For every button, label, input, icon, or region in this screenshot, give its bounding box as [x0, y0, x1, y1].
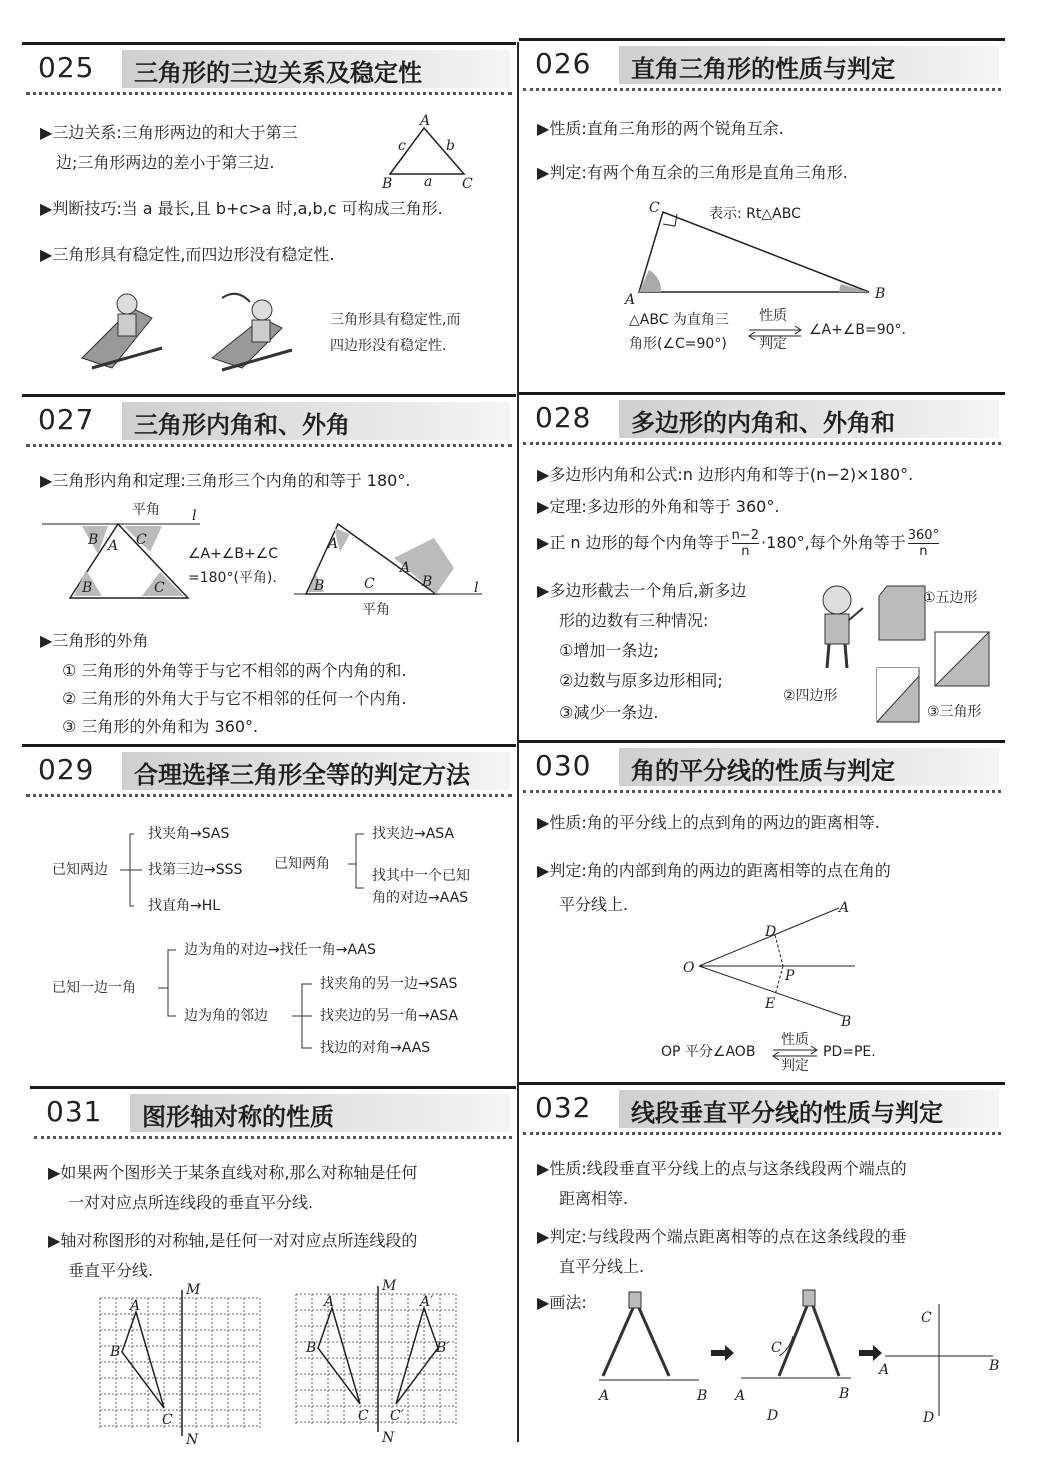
svg-text:B: B [841, 1014, 852, 1030]
svg-text:D: D [765, 924, 777, 940]
flat-angle-label: 平角 [362, 602, 390, 618]
svg-text:A: A [839, 900, 850, 916]
svg-text:B: B [306, 1340, 317, 1356]
angle-sum-figure-1 [42, 504, 202, 604]
tree-branch: 找边的对角→AAS [320, 1040, 431, 1056]
section-025 [22, 42, 516, 392]
equation-text: ∠A+∠B+∠C [188, 546, 279, 562]
section-030 [519, 740, 1005, 1084]
note-text: 三角形具有稳定性,而 [330, 312, 461, 328]
tree-branch: 边为角的对边→找任一角→AAS [184, 942, 376, 958]
tree-branch: 找其中一个已知 [372, 868, 470, 884]
svg-text:D: D [767, 1408, 779, 1424]
svg-text:A: A [324, 1294, 335, 1310]
svg-text:C′: C′ [390, 1408, 404, 1424]
note-text: 四边形没有稳定性. [330, 338, 447, 354]
tree-branch: 找夹角→SAS [148, 826, 230, 842]
svg-text:C: C [462, 176, 473, 192]
dotted-divider [523, 442, 1001, 445]
section-title: 合理选择三角形全等的判定方法 [134, 761, 470, 789]
dotted-divider [26, 444, 512, 447]
section-title: 三角形的三边关系及稳定性 [134, 59, 422, 87]
section-number: 028 [535, 401, 592, 434]
bullet-text: ▶三角形的外角 [40, 631, 149, 650]
equation-text: =180°(平角). [188, 570, 277, 586]
bullet-text: ▶判定:角的内部到角的两边的距离相等的点在角的 [537, 861, 891, 880]
svg-text:l: l [474, 580, 479, 596]
section-header [22, 394, 516, 447]
list-item: ①增加一条边; [559, 641, 659, 660]
svg-text:N: N [382, 1430, 395, 1446]
svg-text:B: B [697, 1388, 708, 1404]
svg-text:N: N [186, 1432, 199, 1448]
svg-text:C: C [162, 1412, 173, 1428]
figure-label: ③三角形 [927, 704, 982, 720]
dotted-divider [34, 1136, 512, 1139]
dotted-divider [523, 790, 1001, 793]
tree-root: 已知一边一角 [52, 980, 136, 996]
bullet-text: ▶性质:线段垂直平分线上的点与这条线段两个端点的 [537, 1159, 907, 1178]
dotted-divider [523, 88, 1001, 91]
property-label: 性质 [759, 308, 787, 324]
section-title: 三角形内角和、外角 [134, 411, 350, 439]
svg-text:D: D [923, 1410, 935, 1426]
bullet-text-cont: 距离相等. [559, 1189, 629, 1208]
triangle-abc-figure [382, 113, 482, 192]
section-header [519, 392, 1005, 445]
bullet-text: ▶三边关系:三角形两边的和大于第三 [40, 123, 298, 142]
bullet-text: ▶正 n 边形的每个内角等于 $\frac{n-2}{n}$ ·180°,每个外角等于 $\frac{360^\circ}{n}$ [537, 528, 940, 559]
section-header [22, 42, 516, 95]
bullet-text-cont: 直平分线上. [559, 1257, 645, 1276]
svg-text:A: A [400, 560, 411, 576]
section-027 [22, 394, 516, 744]
section-title: 多边形的内角和、外角和 [631, 409, 895, 437]
svg-text:C: C [154, 580, 165, 596]
judge-label: 判定 [781, 1058, 809, 1074]
section-title: 图形轴对称的性质 [142, 1103, 334, 1131]
bullet-text: ▶多边形截去一个角后,新多边 [537, 581, 747, 600]
tree-branch: 找夹角的另一边→SAS [320, 976, 458, 992]
formula-text: PD=PE. [823, 1044, 876, 1060]
bullet-text: ▶判断技巧:当 a 最长,且 b+c>a 时,a,b,c 可构成三角形. [40, 199, 443, 218]
svg-text:C: C [136, 532, 147, 548]
fraction: $\frac{n-2}{n}$ [731, 528, 760, 559]
bullet-text: ▶三角形具有稳定性,而四边形没有稳定性. [40, 245, 335, 264]
svg-text:C: C [364, 576, 375, 592]
svg-text:b: b [446, 138, 455, 154]
angle-bisector-figure [679, 898, 879, 1030]
boy-with-scissors-illustration [809, 582, 869, 672]
svg-text:A: A [625, 292, 636, 308]
svg-text:B: B [875, 286, 886, 302]
section-header [519, 38, 1005, 91]
svg-text:B: B [314, 578, 325, 594]
formula-text: 角形(∠C=90°) [629, 336, 727, 352]
svg-text:M: M [186, 1282, 201, 1298]
dotted-divider [523, 1132, 1001, 1135]
svg-text:B: B [382, 176, 393, 192]
section-title: 线段垂直平分线的性质与判定 [631, 1099, 943, 1127]
svg-text:A′: A′ [420, 1294, 434, 1310]
section-title: 直角三角形的性质与判定 [631, 55, 895, 83]
svg-text:A: A [108, 538, 119, 554]
section-028 [519, 392, 1005, 742]
formula-text: OP 平分∠AOB [661, 1044, 756, 1060]
svg-text:M: M [382, 1278, 397, 1294]
svg-text:B′: B′ [436, 1340, 450, 1356]
svg-text:O: O [683, 960, 695, 976]
section-number: 030 [535, 749, 592, 782]
bullet-text-cont: 一对对应点所连线段的垂直平分线. [68, 1193, 314, 1212]
judge-label: 判定 [759, 336, 787, 352]
formula-text: ∠A+∠B=90°. [809, 322, 907, 338]
list-item: ③ 三角形的外角和为 360°. [62, 717, 259, 736]
svg-text:B: B [989, 1358, 1000, 1374]
angle-sum-figure-2 [294, 518, 484, 608]
svg-text:C: C [771, 1340, 782, 1356]
bullet-text-cont: 垂直平分线. [68, 1261, 154, 1280]
svg-text:E: E [765, 996, 776, 1012]
symmetry-grid-figure-2 [296, 1278, 466, 1446]
bullet-text: ▶轴对称图形的对称轴,是任何一对对应点所连线段的 [48, 1231, 418, 1250]
list-item: ② 三角形的外角大于与它不相邻的任何一个内角. [62, 689, 407, 708]
svg-text:P: P [785, 968, 795, 984]
section-029 [22, 744, 516, 1084]
tree-root: 已知两边 [52, 862, 108, 878]
section-number: 029 [38, 753, 95, 786]
figure-label: ②四边形 [783, 688, 838, 704]
svg-text:C: C [358, 1408, 369, 1424]
svg-text:C: C [921, 1310, 932, 1326]
fraction: $\frac{360^\circ}{n}$ [907, 528, 940, 559]
svg-text:B: B [839, 1386, 850, 1402]
svg-text:A: A [130, 1298, 141, 1314]
list-item: ③减少一条边. [559, 703, 659, 722]
svg-text:B: B [422, 574, 433, 590]
section-026 [519, 38, 1005, 392]
beach-chair-illustration [72, 288, 322, 378]
svg-text:A: A [420, 113, 431, 129]
svg-text:B: B [110, 1344, 121, 1360]
section-header [519, 740, 1005, 793]
figure-label: ①五边形 [923, 590, 978, 606]
section-number: 026 [535, 47, 592, 80]
tree-branch: 找第三边→SSS [148, 862, 243, 878]
section-032 [519, 1082, 1005, 1456]
tree-branch: 找直角→HL [148, 898, 221, 914]
svg-text:B: B [88, 532, 99, 548]
tree-branch: 边为角的邻边 [184, 1008, 268, 1024]
bullet-text: ▶判定:与线段两个端点距离相等的点在这条线段的垂 [537, 1227, 907, 1246]
tree-branch: 找夹边的另一角→ASA [320, 1008, 459, 1024]
svg-text:A: A [735, 1388, 746, 1404]
svg-text:c: c [398, 138, 406, 154]
section-header [30, 1086, 516, 1139]
bullet-text: ▶判定:有两个角互余的三角形是直角三角形. [537, 163, 848, 182]
svg-text:B: B [82, 580, 93, 596]
congruence-tree-lines [22, 744, 516, 1084]
property-label: 性质 [781, 1032, 809, 1048]
svg-text:A: A [879, 1362, 890, 1378]
section-title: 角的平分线的性质与判定 [631, 757, 895, 785]
bullet-text-cont: 边;三角形两边的差小于第三边. [56, 153, 275, 172]
compass-construction-figure [589, 1282, 999, 1432]
bullet-text: ▶多边形内角和公式:n 边形内角和等于(n−2)×180°. [537, 465, 914, 484]
bullet-text: ▶定理:多边形的外角和等于 360°. [537, 497, 780, 516]
section-number: 031 [46, 1095, 103, 1128]
tree-root: 已知两角 [274, 856, 330, 872]
bullet-text: ▶三角形内角和定理:三角形三个内角的和等于 180°. [40, 471, 411, 490]
section-number: 032 [535, 1091, 592, 1124]
formula-text: △ABC 为直角三 [629, 312, 729, 328]
tree-branch: 角的对边→AAS [372, 890, 469, 906]
bullet-text: ▶画法: [537, 1293, 587, 1312]
bullet-text: ▶如果两个图形关于某条直线对称,那么对称轴是任何 [48, 1163, 418, 1182]
svg-text:A: A [328, 536, 339, 552]
section-header [519, 1082, 1005, 1135]
dotted-divider [26, 92, 512, 95]
section-031 [30, 1086, 516, 1456]
list-item: ②边数与原多边形相同; [559, 671, 723, 690]
section-number: 025 [38, 51, 95, 84]
svg-text:A: A [599, 1388, 610, 1404]
svg-text:C: C [649, 200, 660, 216]
list-text: 形的边数有三种情况: [559, 611, 709, 630]
flat-angle-label: 平角 [132, 502, 160, 518]
bullet-text: ▶性质:直角三角形的两个锐角互余. [537, 119, 784, 138]
bullet-text-cont: 平分线上. [559, 895, 629, 914]
tree-branch: 找夹边→ASA [372, 826, 455, 842]
section-number: 027 [38, 403, 95, 436]
svg-text:l: l [192, 508, 197, 524]
bullet-text: ▶性质:角的平分线上的点到角的两边的距离相等. [537, 813, 880, 832]
notation-text: 表示: Rt△ABC [709, 206, 801, 222]
symmetry-grid-figure-1 [100, 1282, 270, 1448]
svg-text:a: a [424, 174, 433, 190]
list-item: ① 三角形的外角等于与它不相邻的两个内角的和. [62, 661, 407, 680]
